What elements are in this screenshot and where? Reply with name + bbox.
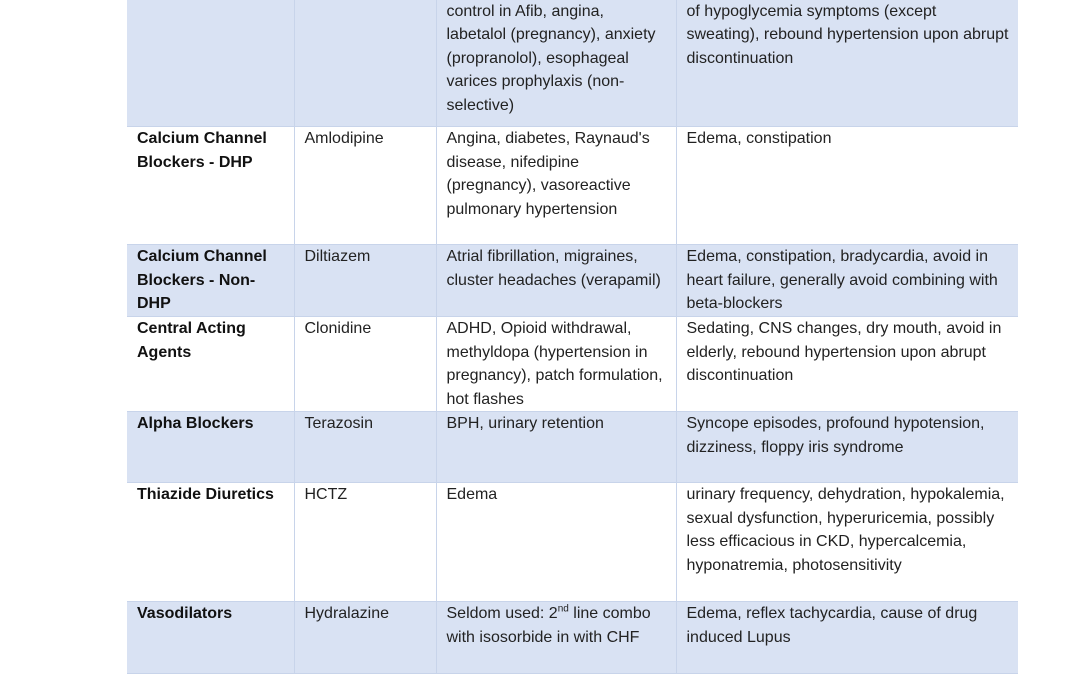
drug-class-cell: Vasodilators: [127, 602, 294, 674]
drug-class-cell: Calcium Channel Blockers - Non-DHP: [127, 245, 294, 317]
other-uses-cell: Edema: [436, 483, 676, 602]
drug-class-cell: Alpha Blockers: [127, 412, 294, 483]
example-drug-cell: HCTZ: [294, 483, 436, 602]
table-row: [127, 245, 1018, 317]
adverse-effects-cell: urinary frequency, dehydration, hypokalemia, sexual dysfunction, hyperuricemia, possibly less efficacious in CKD, hypercalcemia, hyponatremia, photosensitivity: [676, 483, 1018, 602]
other-uses-cell: BPH, urinary retention: [436, 412, 676, 483]
other-uses-cell: Angina, diabetes, Raynaud's disease, nifedipine (pregnancy), vasoreactive pulmonary hypertension: [436, 127, 676, 245]
example-drug-cell: Hydralazine: [294, 602, 436, 674]
example-drug-cell: Clonidine: [294, 317, 436, 412]
adverse-effects-cell: Edema, constipation: [676, 127, 1018, 245]
adverse-effects-cell: Edema, constipation, bradycardia, avoid in heart failure, generally avoid combining with beta-blockers: [676, 245, 1018, 317]
other-uses-suffix: line combo with isosorbide in with CHF: [446, 605, 651, 646]
other-uses-cell: control in Afib, angina, labetalol (pregnancy), anxiety (propranolol), esophageal varices prophylaxis (non-selective): [436, 0, 676, 127]
example-drug-cell: Amlodipine: [294, 127, 436, 245]
other-uses-prefix: Seldom used: 2: [446, 605, 558, 622]
drug-class-cell: Central Acting Agents: [127, 317, 294, 412]
drug-class-cell: Calcium Channel Blockers - DHP: [127, 127, 294, 245]
other-uses-cell: Atrial fibrillation, migraines, cluster headaches (verapamil): [436, 245, 676, 317]
drug-class-cell: Thiazide Diuretics: [127, 483, 294, 602]
other-uses-cell: [436, 602, 676, 674]
adverse-effects-cell: Syncope episodes, profound hypotension, dizziness, floppy iris syndrome: [676, 412, 1018, 483]
table-row: [127, 483, 1018, 602]
example-drug-cell: [294, 0, 436, 127]
example-drug-cell: Terazosin: [294, 412, 436, 483]
table-row: [127, 412, 1018, 483]
table-row: [127, 602, 1018, 674]
adverse-effects-cell: Edema, reflex tachycardia, cause of drug induced Lupus: [676, 602, 1018, 674]
table-row: [127, 127, 1018, 245]
antihypertensive-table: [127, 0, 1018, 674]
ordinal-superscript: nd: [557, 603, 569, 615]
adverse-effects-cell: of hypoglycemia symptoms (except sweating), rebound hypertension upon abrupt discontinuation: [676, 0, 1018, 127]
example-drug-cell: Diltiazem: [294, 245, 436, 317]
table-row: [127, 0, 1018, 127]
adverse-effects-cell: Sedating, CNS changes, dry mouth, avoid in elderly, rebound hypertension upon abrupt discontinuation: [676, 317, 1018, 412]
table-row: [127, 317, 1018, 412]
drug-class-cell: [127, 0, 294, 127]
other-uses-cell: ADHD, Opioid withdrawal, methyldopa (hypertension in pregnancy), patch formulation, hot flashes: [436, 317, 676, 412]
